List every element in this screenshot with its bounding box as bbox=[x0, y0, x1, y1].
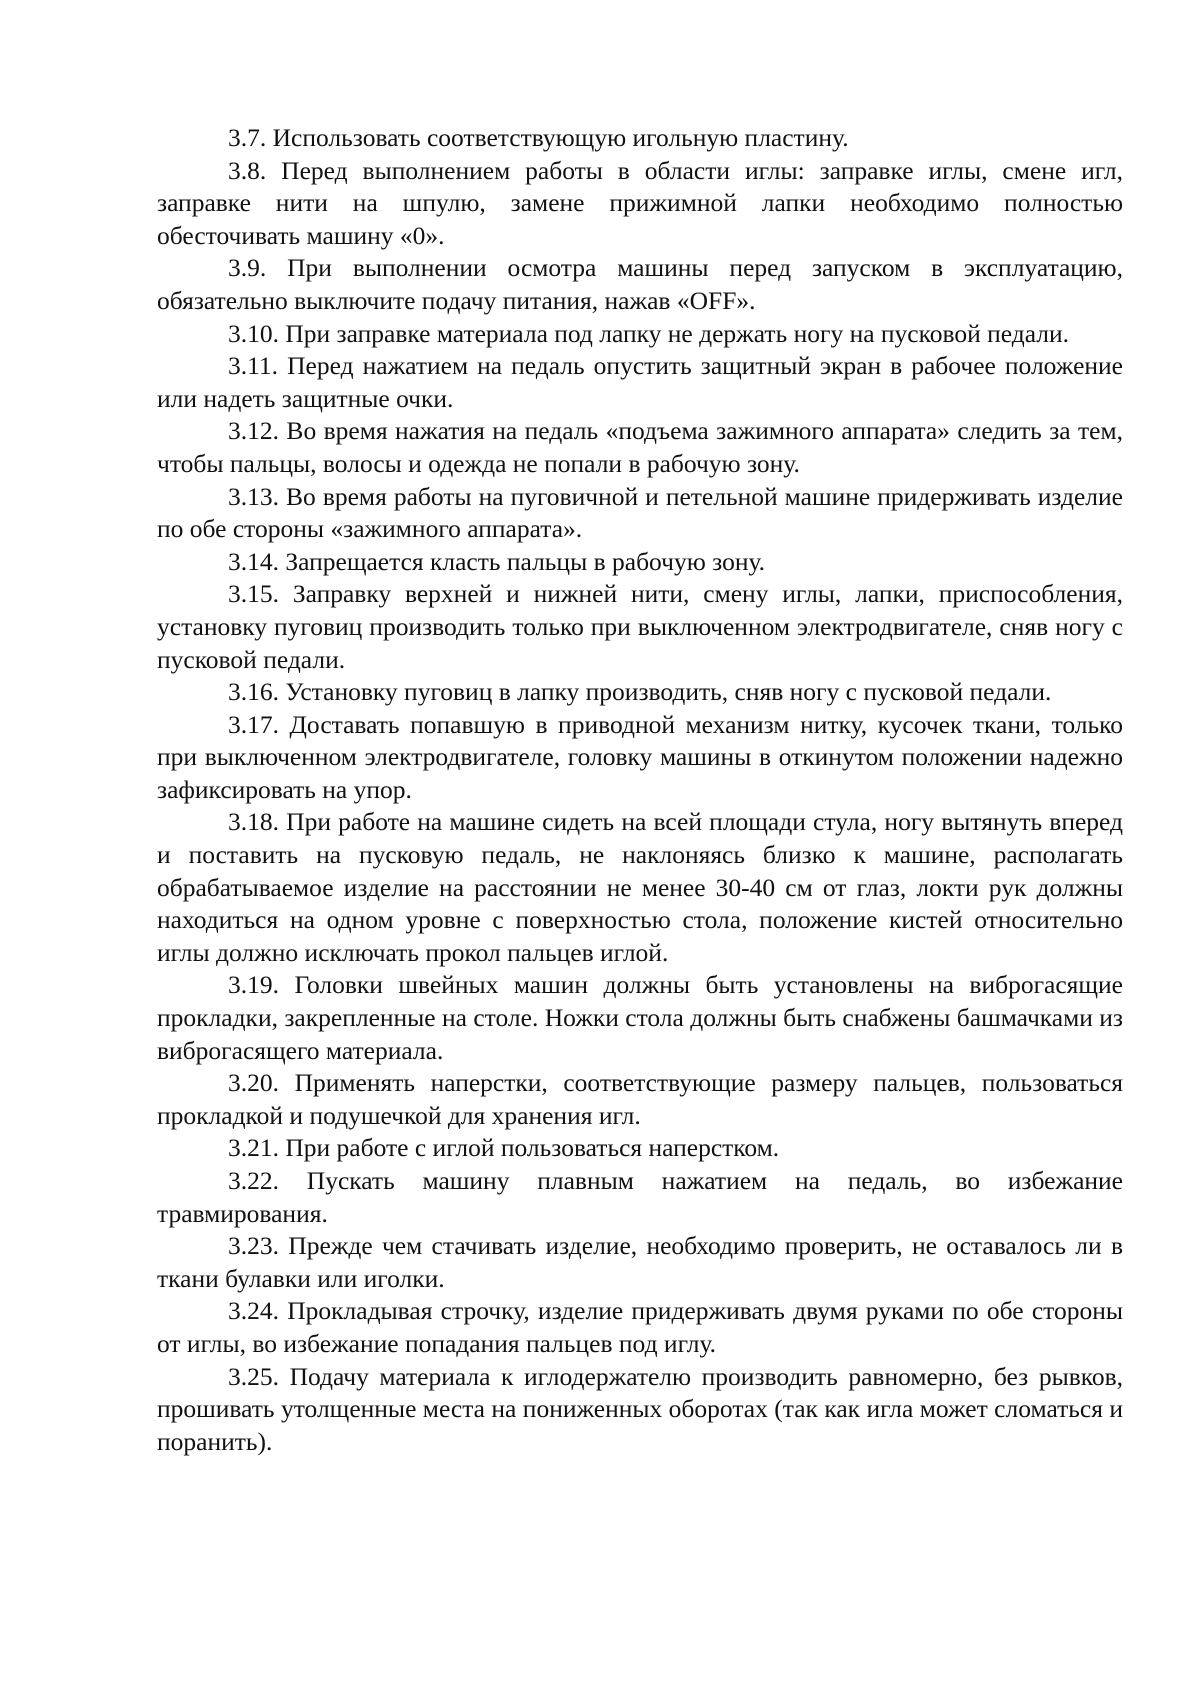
paragraph-3-7: 3.7. Использовать соответствующую игольную пластину. bbox=[228, 123, 849, 152]
paragraph-3-8: 3.8. Перед выполнением работы в области иглы: заправке иглы, смене игл, заправке нити на шпулю, замене прижимной лапки необходимо полностью обесточивать машину «0». bbox=[157, 155, 1123, 250]
paragraph-3-19: 3.19. Головки швейных машин должны быть установлены на виброгасящие прокладки, закрепленные на столе. Ножки стола должны быть снабжены башмачками из виброгасящего материала. bbox=[157, 970, 1123, 1065]
paragraph-3-13: 3.13. Во время работы на пуговичной и петельной машине придерживать изделие по обе стороны «зажимного аппарата». bbox=[157, 481, 1123, 544]
paragraph-3-9: 3.9. При выполнении осмотра машины перед запуском в эксплуатацию, обязательно выключите подачу питания, нажав «OFF». bbox=[157, 253, 1123, 315]
paragraph-3-25: 3.25. Подачу материала к иглодержателю производить равномерно, без рывков, прошивать утолщенные места на пониженных оборотах (так как игла может сломаться и поранить). bbox=[157, 1361, 1123, 1456]
paragraph-3-20: 3.20. Применять наперстки, соответствующие размеру пальцев, пользоваться прокладкой и подушечкой для хранения игл. bbox=[157, 1068, 1123, 1130]
paragraph-3-15: 3.15. Заправку верхней и нижней нити, смену иглы, лапки, приспособления, установку пуговиц производить только при выключенном электродвигателе, сняв ногу с пусковой педали. bbox=[157, 579, 1123, 674]
paragraph-3-11: 3.11. Перед нажатием на педаль опустить защитный экран в рабочее положение или надеть защитные очки. bbox=[157, 351, 1123, 413]
document-body bbox=[157, 122, 1123, 1458]
paragraph-3-23: 3.23. Прежде чем стачивать изделие, необходимо проверить, не оставалось ли в ткани булавки или иголки. bbox=[157, 1231, 1123, 1293]
paragraph-3-21: 3.21. При работе с иглой пользоваться наперстком. bbox=[228, 1133, 780, 1163]
paragraph-3-17: 3.17. Доставать попавшую в приводной механизм нитку, кусочек ткани, только при выключенном электродвигателе, головку машины в откинутом положении надежно зафиксировать на упор. bbox=[157, 709, 1123, 804]
paragraph-3-22: 3.22. Пускать машину плавным нажатием на педаль, во избежание травмирования. bbox=[157, 1166, 1123, 1228]
paragraph-3-16: 3.16. Установку пуговиц в лапку производить, сняв ногу с пусковой педали. bbox=[228, 677, 1052, 707]
paragraph-3-24: 3.24. Прокладывая строчку, изделие придерживать двумя руками по обе стороны от иглы, во избежание попадания пальцев под иглу. bbox=[157, 1296, 1123, 1358]
paragraph-3-14: 3.14. Запрещается класть пальцы в рабочую зону. bbox=[228, 546, 766, 576]
paragraph-3-10: 3.10. При заправке материала под лапку не держать ногу на пусковой педали. bbox=[228, 318, 1069, 348]
paragraph-3-18: 3.18. При работе на машине сидеть на всей площади стула, ногу вытянуть вперед и поставить на пусковую педаль, не наклоняясь близко к машине, располагать обрабатываемое изделие на расстоянии не менее 30-40 см от глаз, локти рук должны находиться на одном уровне с поверхностью стола, положение кистей относительно иглы должно исключать прокол пальцев иглой. bbox=[157, 807, 1123, 967]
paragraph-3-12: 3.12. Во время нажатия на педаль «подъема зажимного аппарата» следить за тем, чтобы пальцы, волосы и одежда не попали в рабочую зону. bbox=[157, 416, 1123, 478]
